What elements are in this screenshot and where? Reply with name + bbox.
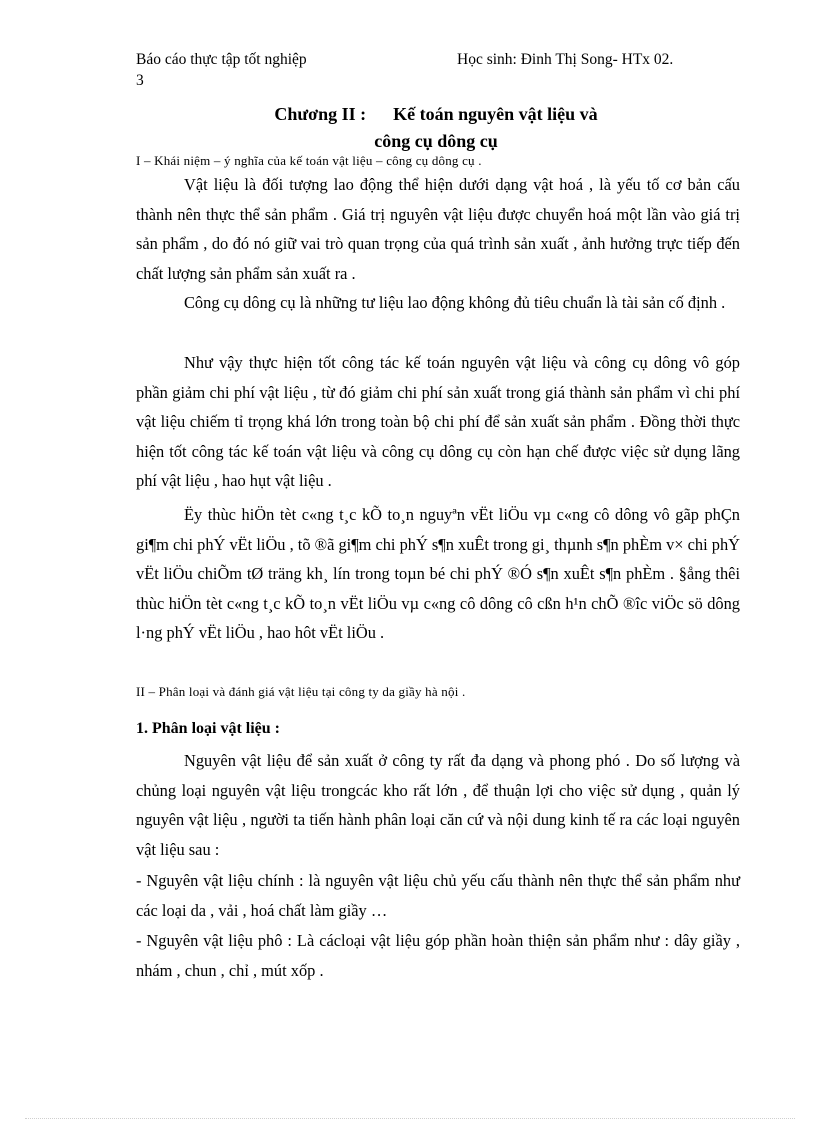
chapter-title: Chương II : Kế toán nguyên vật liệu và [274,104,598,124]
paragraph-3: Như vậy thực hiện tốt công tác kế toán nguyên vật liệu và công cụ dông vô góp phần giảm chi phí vật liệu , từ đó giảm chi phí sản xuất trong giá thành sản phẩm vì chi phí vật liệu chiếm tỉ trọng khá lớn trong toàn bộ chi phí để sản xuất sản phẩm . Đồng thời thực hiện tốt công tác kế toán vật liệu và công cụ dông cụ còn hạn chế được việc sử dụng lãng phí vật liệu , hao hụt vật liệu . [136,353,740,491]
paragraph-2: Công cụ dông cụ là những tư liệu lao động không đủ tiêu chuẩn là tài sản cố định . [184,293,726,312]
bullet-item: - Nguyên vật liệu chính : là nguyên vật liệu chủ yếu cấu thành nên thực thể sản phẩm như các loại da , vải , hoá chất làm giầy … [136,871,740,920]
page-number: 3 [136,72,144,89]
section-heading-2: II – Phân loại và đánh giá vật liệu tại công ty da giầy hà nội . [136,684,466,699]
student-name: Học sinh: Đinh Thị Song- HTx 02. [457,51,674,68]
paragraph-4-garbled: Ëy thùc hiÖn tèt c«ng t¸c kÕ to¸n nguyªn vËt liÖu vµ c«ng cô dông vô gãp phÇn gi¶m chi phÝ vËt liÖu , tõ ®ã gi¶m chi phÝ s¶n xuÊt trong gi¸ thµnh s¶n phÈm v× chi phÝ vËt liÖu chiÕm tØ träng kh¸ lín trong toµn bé chi phÝ ®Ó s¶n xuÊt s¶n phÈm . §ång thêi thùc hiÖn tèt c«ng t¸c kÕ to¸n vËt liÖu vµ c«ng cô dông cô cßn h¹n chÕ ®îc viÖc sö dông l·ng phÝ vËt liÖu , hao hôt vËt liÖu . [136,505,740,643]
subsection-heading: 1. Phân loại vật liệu : [136,720,281,737]
report-title: Báo cáo thực tập tốt nghiệp [136,51,307,68]
chapter-subtitle: công cụ dông cụ [374,131,498,151]
page-bottom-divider [25,1118,795,1119]
section-heading-1: I – Khái niệm – ý nghĩa của kế toán vật liệu – công cụ dông cụ . [136,153,482,168]
bullet-item: - Nguyên vật liệu phô : Là cácloại vật liệu góp phần hoàn thiện sản phẩm như : dây giầy , nhám , chun , chỉ , mút xốp . [136,931,740,980]
paragraph-1: Vật liệu là đối tượng lao động thể hiện dưới dạng vật hoá , là yếu tố cơ bản cấu thành nên thực thể sản phẩm . Giá trị nguyên vật liệu được chuyển hoá một lần vào giá trị sản phẩm , do đó nó giữ vai trò quan trọng của quá trình sản xuất , ảnh hưởng trực tiếp đến chất lượng sản phẩm sản xuất ra . [136,175,740,283]
paragraph-5: Nguyên vật liệu để sản xuất ở công ty rất đa dạng và phong phó . Do số lượng và chủng loại nguyên vật liệu trongcác kho rất lớn , để thuận lợi cho việc sử dụng , quản lý nguyên vật liệu , người ta tiến hành phân loại căn cứ và nội dung kinh tế ra các loại nguyên vật liệu sau : [136,751,740,859]
